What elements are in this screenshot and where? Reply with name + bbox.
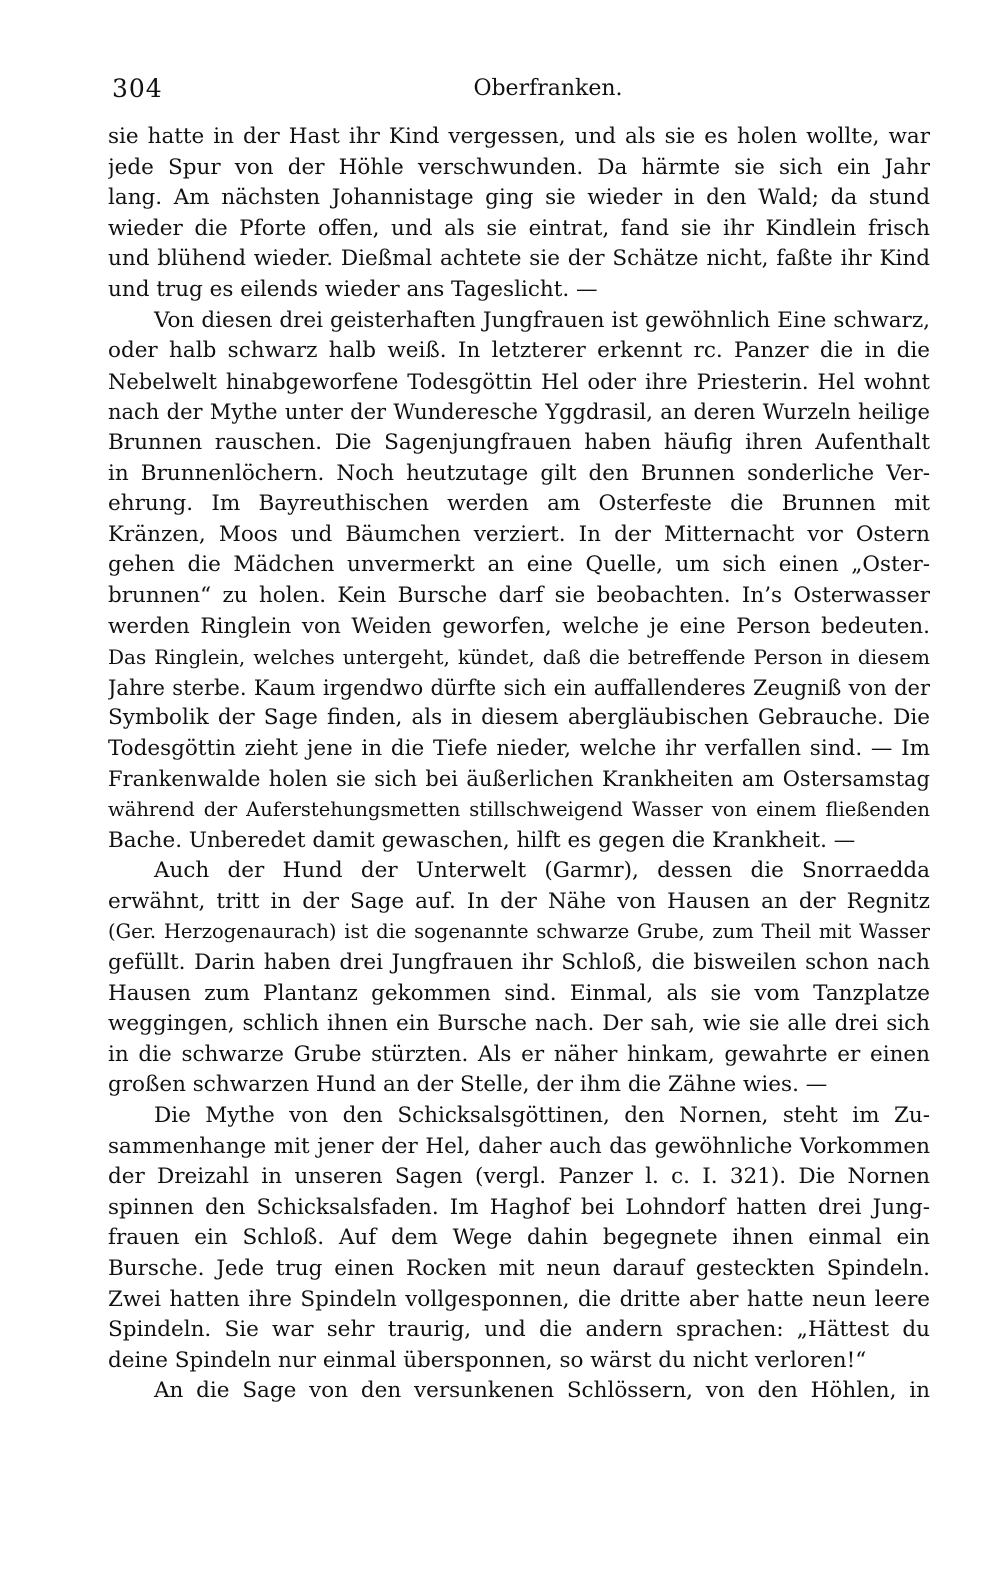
text-line: werden Ringlein von Weiden geworfen, welche je eine Person bedeuten. <box>108 613 930 639</box>
text-line: deine Spindeln nur einmal übersponnen, so wärst du nicht verloren!“ <box>108 1347 867 1373</box>
text-line: Die Mythe von den Schicksalsgöttinen, den Nornen, steht im Zu- <box>154 1103 930 1128</box>
running-title: Oberfranken. <box>473 76 623 101</box>
text-line: Jahre sterbe. Kaum irgendwo dürfte sich ein auffallenderes Zeugniß von der <box>108 675 930 700</box>
text-line: und trug es eilends wieder ans Tageslicht. — <box>108 276 598 302</box>
text-line: in Brunnenlöchern. Noch heutzutage gilt den Brunnen sonderliche Ver- <box>108 460 930 486</box>
text-line: sammenhange mit jener der Hel, daher auch das gewöhnliche Vorkommen <box>108 1133 930 1159</box>
page-header <box>108 74 928 114</box>
text-line: Auch der Hund der Unterwelt (Garmr), dessen die Snorraedda <box>154 858 930 884</box>
text-line: Symbolik der Sage finden, als in diesem abergläubischen Gebrauche. Die <box>108 705 930 731</box>
text-line: frauen ein Schloß. Auf dem Wege dahin begegnete ihnen einmal ein <box>108 1225 930 1251</box>
text-line: Hausen zum Plantanz gekommen sind. Einmal, als sie vom Tanzplatze <box>108 980 930 1006</box>
text-line: An die Sage von den versunkenen Schlössern, von den Höhlen, in <box>154 1378 930 1404</box>
text-line: Kränzen, Moos und Bäumchen verziert. In der Mitternacht vor Ostern <box>108 521 930 547</box>
text-line: Frankenwalde holen sie sich bei äußerlichen Krankheiten am Ostersamstag <box>108 767 930 792</box>
text-line: und blühend wieder. Dießmal achtete sie der Schätze nicht, faßte ihr Kind <box>108 246 930 272</box>
text-line: lang. Am nächsten Johannistage ging sie wieder in den Wald; da stund <box>108 185 930 211</box>
text-body <box>108 122 930 1407</box>
text-line: weggingen, schlich ihnen ein Bursche nach. Der sah, wie sie alle drei sich <box>108 1011 930 1037</box>
text-line: jede Spur von der Höhle verschwunden. Da härmte sie sich ein Jahr <box>108 154 930 180</box>
text-line: in die schwarze Grube stürzten. Als er näher hinkam, gewahrte er einen <box>108 1041 930 1067</box>
page-number: 304 <box>112 74 163 103</box>
text-line: Todesgöttin zieht jene in die Tiefe nieder, welche ihr verfallen sind. — Im <box>108 735 930 761</box>
text-line: nach der Mythe unter der Wunderesche Yggdrasil, an deren Wurzeln heilige <box>108 400 930 425</box>
text-line: Bache. Unberedet damit gewaschen, hilft es gegen die Krankheit. — <box>108 827 856 853</box>
text-line: gehen die Mädchen unvermerkt an eine Quelle, um sich einen „Oster- <box>108 552 930 578</box>
text-line: Nebelwelt hinabgeworfene Todesgöttin Hel oder ihre Priesterin. Hel wohnt <box>108 369 930 394</box>
text-line: Spindeln. Sie war sehr traurig, und die andern sprachen: „Hättest du <box>108 1317 930 1343</box>
text-line: erwähnt, tritt in der Sage auf. In der Nähe von Hausen an der Regnitz <box>108 888 930 914</box>
text-line: großen schwarzen Hund an der Stelle, der ihm die Zähne wies. — <box>108 1072 828 1098</box>
text-line: Von diesen drei geisterhaften Jungfrauen ist gewöhnlich Eine schwarz, <box>154 307 930 333</box>
text-line: während der Auferstehungsmetten stillschweigend Wasser von einem fließenden <box>108 798 930 822</box>
text-line: sie hatte in der Hast ihr Kind vergessen, und als sie es holen wollte, war <box>108 124 930 149</box>
text-line: Brunnen rauschen. Die Sagenjungfrauen haben häufig ihren Aufenthalt <box>108 429 930 455</box>
text-line: wieder die Pforte offen, und als sie eintrat, fand sie ihr Kindlein frisch <box>108 215 930 241</box>
text-line: brunnen“ zu holen. Kein Bursche darf sie beobachten. In’s Osterwasser <box>108 582 930 608</box>
text-line: Bursche. Jede trug einen Rocken mit neun darauf gesteckten Spindeln. <box>108 1255 930 1281</box>
text-line: ehrung. Im Bayreuthischen werden am Osterfeste die Brunnen mit <box>108 491 930 517</box>
text-line: Das Ringlein, welches untergeht, kündet, daß die betreffende Person in diesem <box>108 645 930 670</box>
text-line: gefüllt. Darin haben drei Jungfrauen ihr Schloß, die bisweilen schon nach <box>108 950 930 976</box>
text-line: (Ger. Herzogenaurach) ist die sogenannte schwarze Grube, zum Theil mit Wasser <box>108 920 930 944</box>
text-line: oder halb schwarz halb weiß. In letzterer erkennt rc. Panzer die in die <box>108 338 930 364</box>
text-line: spinnen den Schicksalsfaden. Im Haghof bei Lohndorf hatten drei Jung- <box>108 1194 930 1220</box>
text-line: Zwei hatten ihre Spindeln vollgesponnen, die dritte aber hatte neun leere <box>108 1286 930 1312</box>
text-line: der Dreizahl in unseren Sagen (vergl. Panzer l. c. I. 321). Die Nornen <box>108 1164 930 1190</box>
